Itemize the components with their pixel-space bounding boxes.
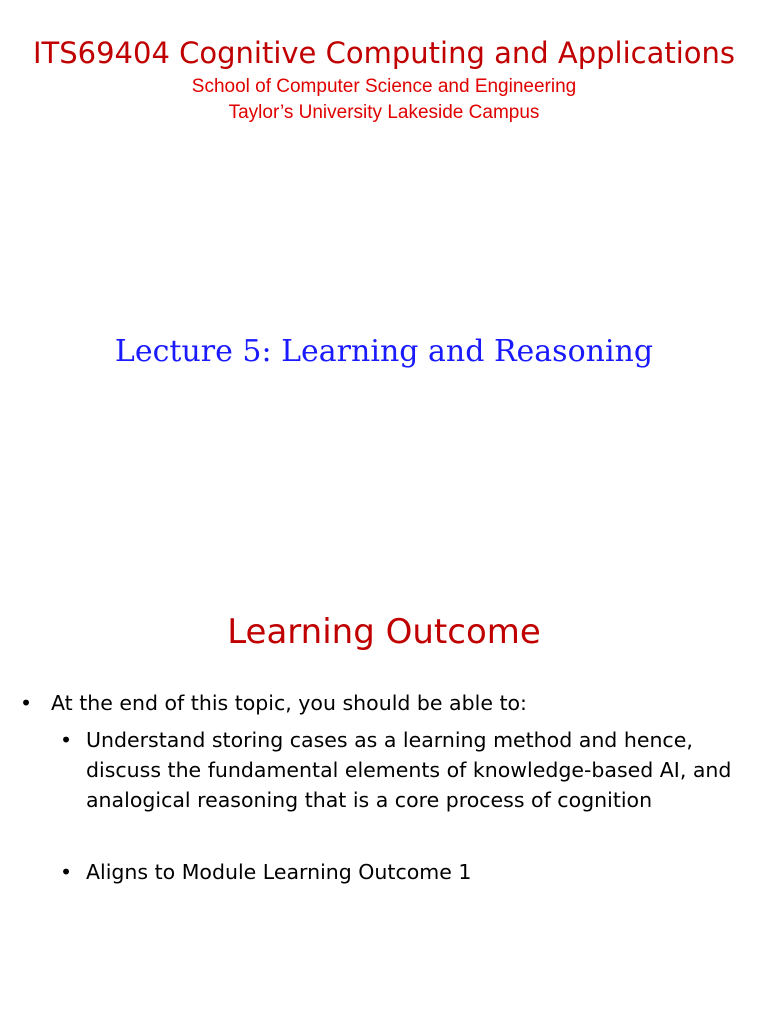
outcome-item-text: Understand storing cases as a learning method and hence, discuss the fundamental elements of knowledge-based AI, and analogical reasoning that is a core process of cognition xyxy=(86,728,732,812)
course-title: ITS69404 Cognitive Computing and Applications xyxy=(32,36,736,70)
outcome-intro-bullet xyxy=(20,688,720,718)
campus-name: Taylor’s University Lakeside Campus xyxy=(228,102,540,123)
bullet-dot: • xyxy=(60,860,73,884)
outcome-intro-text: At the end of this topic, you should be able to: xyxy=(51,691,527,715)
lecture-title: Lecture 5: Learning and Reasoning xyxy=(114,334,654,369)
learning-outcome-heading: Learning Outcome xyxy=(227,612,541,652)
outcome-item-1 xyxy=(60,725,750,815)
bullet-dot: • xyxy=(20,691,33,715)
outcome-item-text: Aligns to Module Learning Outcome 1 xyxy=(86,860,472,884)
school-name: School of Computer Science and Engineering xyxy=(191,76,577,97)
outcome-item-2 xyxy=(60,857,750,887)
bullet-dot: • xyxy=(60,728,73,752)
